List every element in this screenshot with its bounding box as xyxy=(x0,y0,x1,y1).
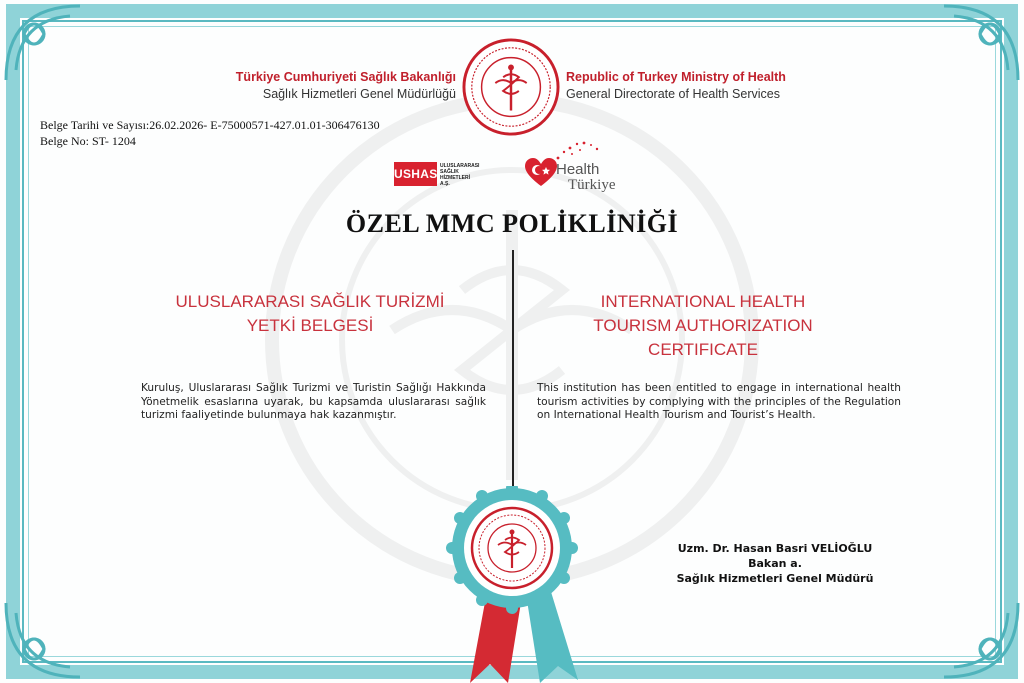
ministry-name-english xyxy=(566,69,806,103)
title-en-line-2: TOURISM AUTHORIZATION xyxy=(593,316,813,335)
signatory-name: Uzm. Dr. Hasan Basri VELİOĞLU xyxy=(677,542,873,555)
frame-ornament-top-left xyxy=(0,0,90,90)
ministry-name-tr: Türkiye Cumhuriyeti Sağlık Bakanlığı xyxy=(235,70,456,84)
title-en-line-1: INTERNATIONAL HEALTH xyxy=(600,292,806,311)
title-tr-line-1: ULUSLARARASI SAĞLIK TURİZMİ xyxy=(175,292,445,311)
signatory-title: Sağlık Hizmetleri Genel Müdürü xyxy=(676,572,874,585)
health-wordmark: Health xyxy=(556,161,600,178)
ushas-badge: USHAS xyxy=(394,162,437,186)
date-number-value: 26.02.2026- E-75000571-427.01.01-306476130 xyxy=(149,118,380,132)
frame-ornament-top-right xyxy=(934,0,1024,90)
doc-no-label: Belge No: xyxy=(40,134,89,148)
document-number xyxy=(40,133,380,149)
ushas-logo xyxy=(394,160,480,190)
signatory-on-behalf: Bakan a. xyxy=(748,557,802,570)
ministry-name-turkish xyxy=(226,69,456,103)
title-en-line-3: CERTIFICATE xyxy=(648,340,758,359)
certificate-body-turkish: Kuruluş, Uluslararası Sağlık Turizmi ve Turistin Sağlığı Hakkında Yönetmelik esaslarına uyarak, bu kapsamda uluslararası sağlık turizmi faaliyetinde bulunmaya hak kazanmıştır. xyxy=(141,382,486,421)
directorate-name-en: General Directorate of Health Services xyxy=(566,87,780,101)
date-number-label: Belge Tarihi ve Sayısı: xyxy=(40,118,150,132)
document-date-number xyxy=(40,117,380,133)
clinic-name: ÖZEL MMC POLİKLİNİĞİ xyxy=(345,209,679,238)
certificate-title-english xyxy=(548,290,858,362)
turkiye-wordmark: Türkiye xyxy=(568,177,616,193)
signature-block xyxy=(650,541,900,586)
ushas-company-name: ULUSLARARASI SAĞLIK HİZMETLERİ A.Ş. xyxy=(440,163,480,187)
certificate-body-english: This institution has been entitled to engage in international health tourism activities by complying with the principles of the Regulation on International Health Tourism and Tourist’s Health. xyxy=(537,382,901,421)
certificate-title-turkish xyxy=(140,290,480,338)
column-divider xyxy=(512,250,514,488)
title-tr-line-2: YETKİ BELGESİ xyxy=(246,316,374,335)
frame-ornament-bottom-right xyxy=(934,593,1024,683)
frame-ornament-bottom-left xyxy=(0,593,90,683)
health-turkiye-logo xyxy=(524,140,630,200)
ministry-name-en: Republic of Turkey Ministry of Health xyxy=(566,70,786,84)
stars-icon xyxy=(552,140,608,162)
directorate-name-tr: Sağlık Hizmetleri Genel Müdürlüğü xyxy=(262,87,456,101)
award-rosette-seal xyxy=(430,486,600,683)
ministry-seal xyxy=(462,38,560,136)
doc-no-value: ST- 1204 xyxy=(92,134,136,148)
heart-icon xyxy=(524,158,558,188)
document-meta xyxy=(40,117,380,149)
